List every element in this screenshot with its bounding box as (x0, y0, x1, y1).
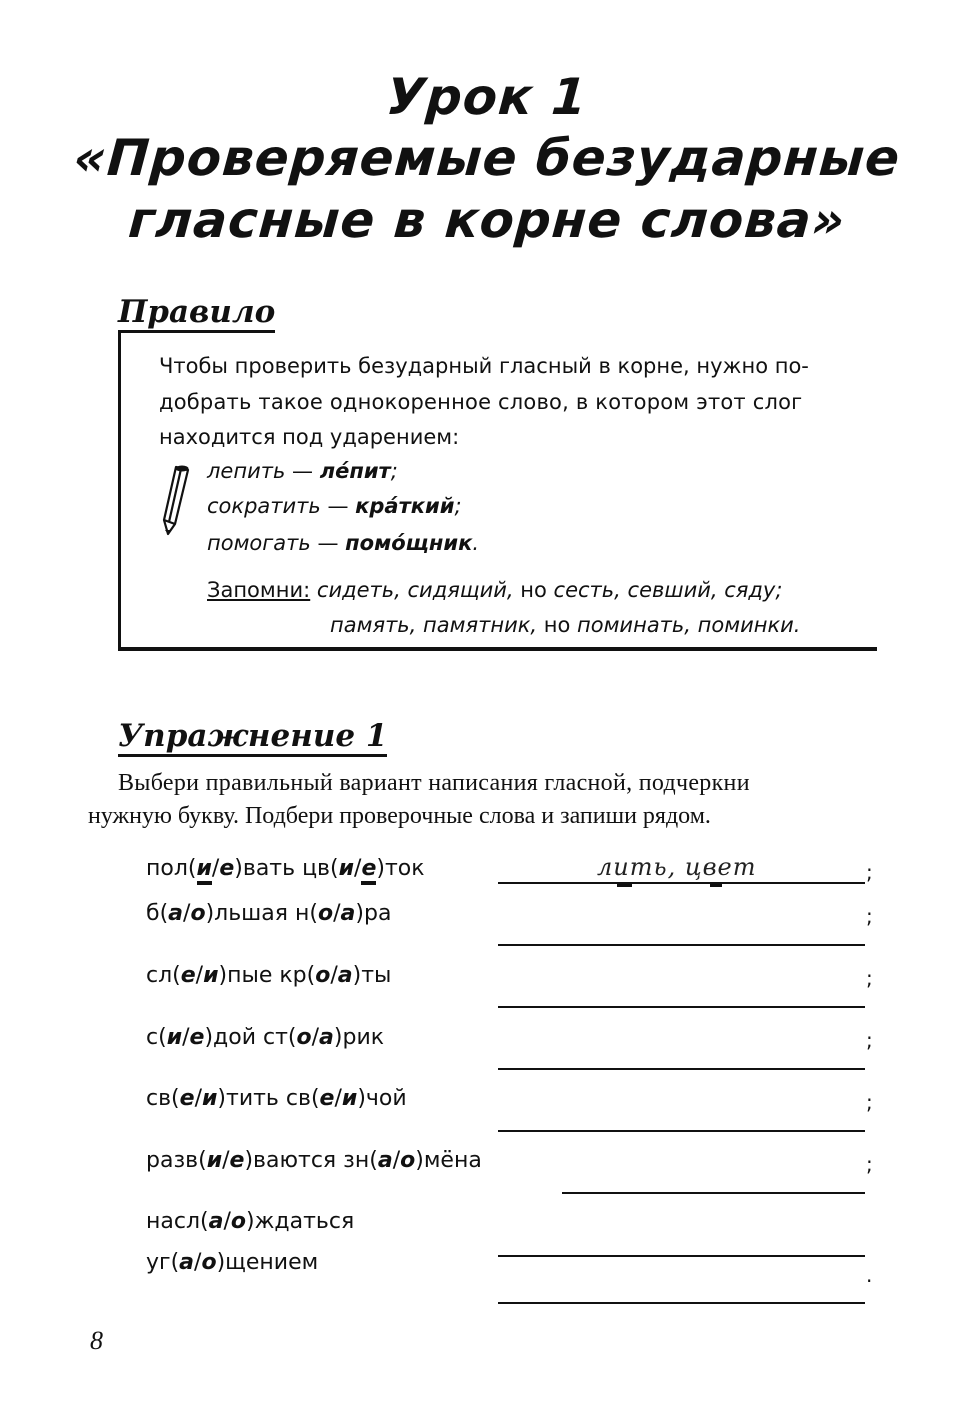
vowel-option[interactable]: и (197, 856, 212, 885)
example-word: сократить (207, 494, 321, 518)
answer-line-8[interactable] (498, 1302, 865, 1304)
line-end-punctuation: ; (866, 1152, 873, 1176)
vowel-option[interactable]: о (230, 1209, 247, 1234)
conjunction: но (537, 613, 578, 637)
word-fragment: )тить св( (217, 1086, 320, 1111)
word-fragment: б( (146, 901, 169, 926)
word-fragment: / (311, 1025, 320, 1050)
exercise-item (146, 965, 391, 987)
exercise-item (146, 1027, 384, 1049)
word-fragment: )ра (355, 901, 392, 926)
vowel-option[interactable]: е (319, 1086, 335, 1111)
remember-line-2 (330, 615, 800, 636)
word-fragment: разв( (146, 1148, 207, 1173)
pencil-icon (160, 464, 192, 540)
answer-underline-mark (617, 882, 632, 887)
word-fragment: )ток (376, 856, 425, 881)
example-word: лепить (207, 459, 286, 483)
vowel-option[interactable]: о (296, 1025, 312, 1050)
example-check-word: помо́щник (345, 531, 473, 555)
remember-words: сидеть, сидящий, (316, 578, 514, 602)
answer-line-5[interactable] (498, 1130, 865, 1132)
line-end-punctuation: ; (866, 860, 873, 884)
page-number: 8 (90, 1326, 103, 1355)
lesson-number: Урок 1 (384, 68, 590, 126)
punct: ; (390, 459, 398, 483)
exercise-instruction-line-1: Выбери правильный вариант написания гласной, подчеркни (118, 770, 750, 796)
answer-line-4[interactable] (498, 1068, 865, 1070)
vowel-option[interactable]: а (337, 963, 353, 988)
vowel-option[interactable]: а (377, 1148, 393, 1173)
word-fragment: / (354, 856, 362, 881)
word-fragment: / (333, 901, 341, 926)
word-fragment: насл( (146, 1209, 209, 1234)
answer-line-3[interactable] (498, 1006, 865, 1008)
vowel-option[interactable]: е (219, 856, 235, 881)
vowel-option[interactable]: о (315, 963, 331, 988)
word-fragment: с( (146, 1025, 167, 1050)
punct: ; (454, 494, 462, 518)
exercise-heading: Упражнение 1 (118, 720, 387, 757)
word-fragment: )вать цв( (234, 856, 339, 881)
dash: — (320, 494, 356, 518)
word-fragment: )ждаться (246, 1209, 355, 1234)
lesson-title-line-1: «Проверяемые безударные (71, 129, 903, 187)
exercise-item (146, 1211, 354, 1233)
rule-text-line: Чтобы проверить безударный гласный в корне, нужно по- (159, 354, 809, 378)
answer-underline-mark (710, 882, 722, 887)
rule-example-3 (207, 533, 479, 554)
word-fragment: / (211, 856, 220, 881)
lesson-title-line-2: гласные в корне слова» (126, 191, 848, 249)
line-end-punctuation: ; (866, 1028, 873, 1052)
word-fragment: пол( (146, 856, 197, 881)
example-check-word: кра́ткий (355, 494, 455, 518)
answer-line-2[interactable] (498, 944, 865, 946)
vowel-option[interactable]: е (180, 963, 196, 988)
vowel-option[interactable]: о (317, 901, 334, 926)
word-fragment: св( (146, 1086, 180, 1111)
remember-words: сесть, севший, сяду; (553, 578, 783, 602)
word-fragment: / (194, 1086, 202, 1111)
punct: . (472, 531, 480, 555)
word-fragment: / (223, 1209, 231, 1234)
exercise-item (146, 1088, 407, 1110)
word-fragment: / (222, 1148, 230, 1173)
rule-example-1 (207, 461, 398, 482)
vowel-option[interactable]: и (206, 1148, 223, 1173)
exercise-item (146, 903, 391, 925)
vowel-option[interactable]: и (341, 1086, 358, 1111)
word-fragment: / (182, 1025, 190, 1050)
vowel-option[interactable]: а (319, 1025, 334, 1050)
answer-line-1[interactable] (498, 882, 865, 884)
exercise-item (146, 1252, 318, 1274)
vowel-option[interactable]: е (229, 1148, 245, 1173)
line-end-punctuation: ; (866, 904, 873, 928)
answer-line-6[interactable] (562, 1192, 865, 1194)
rule-example-2 (207, 496, 462, 517)
answer-line-7[interactable] (498, 1255, 865, 1257)
example-word: помогать (207, 531, 311, 555)
dash: — (310, 531, 346, 555)
vowel-option[interactable]: е (361, 856, 376, 885)
word-fragment: / (195, 963, 204, 988)
vowel-option[interactable]: и (338, 856, 355, 881)
word-fragment: / (183, 901, 191, 926)
vowel-option[interactable]: о (190, 901, 206, 926)
vowel-option[interactable]: и (166, 1025, 183, 1050)
word-fragment: сл( (146, 963, 181, 988)
vowel-option[interactable]: и (203, 963, 219, 988)
conjunction: но (513, 578, 554, 602)
rule-box (118, 333, 877, 651)
vowel-option[interactable]: а (168, 901, 184, 926)
word-fragment: / (392, 1148, 401, 1173)
word-fragment: )ваются зн( (244, 1148, 378, 1173)
line-end-punctuation: ; (866, 1090, 873, 1114)
word-fragment: )дой ст( (204, 1025, 297, 1050)
vowel-option[interactable]: а (208, 1209, 224, 1234)
word-fragment: )щением (216, 1250, 319, 1275)
vowel-option[interactable]: е (179, 1086, 195, 1111)
vowel-option[interactable]: о (400, 1148, 416, 1173)
exercise-item (146, 1150, 482, 1172)
exercise-item (146, 858, 425, 880)
exercise-instruction-line-2: нужную букву. Подбери проверочные слова и запиши рядом. (88, 803, 711, 829)
vowel-option[interactable]: а (179, 1250, 195, 1275)
line-end-punctuation: ; (866, 966, 873, 990)
remember-words: поминать, поминки. (577, 613, 801, 637)
word-fragment: )ты (352, 963, 392, 988)
rule-text-line: добрать такое однокоренное слово, в котором этот слог (159, 390, 803, 414)
word-fragment: / (194, 1250, 202, 1275)
remember-label: Запомни: (207, 578, 311, 602)
vowel-option[interactable]: е (189, 1025, 205, 1050)
vowel-option[interactable]: о (201, 1250, 217, 1275)
sample-answer: лить, цвет (597, 853, 757, 881)
line-end-punctuation: . (866, 1263, 873, 1287)
word-fragment: )чой (357, 1086, 407, 1111)
word-fragment: / (334, 1086, 342, 1111)
dash: — (285, 459, 320, 483)
vowel-option[interactable]: а (340, 901, 356, 926)
example-check-word: ле́пит (319, 459, 391, 483)
word-fragment: уг( (146, 1250, 180, 1275)
word-fragment: )пые кр( (218, 963, 316, 988)
word-fragment: )рик (333, 1025, 385, 1050)
rule-text-line: находится под ударением: (159, 425, 460, 449)
rule-heading: Правило (118, 296, 275, 333)
remember-words: память, памятник, (330, 613, 538, 637)
word-fragment: / (330, 963, 338, 988)
vowel-option[interactable]: и (202, 1086, 218, 1111)
remember-line-1 (207, 580, 782, 601)
word-fragment: )льшая н( (205, 901, 318, 926)
word-fragment: )мёна (415, 1148, 482, 1173)
